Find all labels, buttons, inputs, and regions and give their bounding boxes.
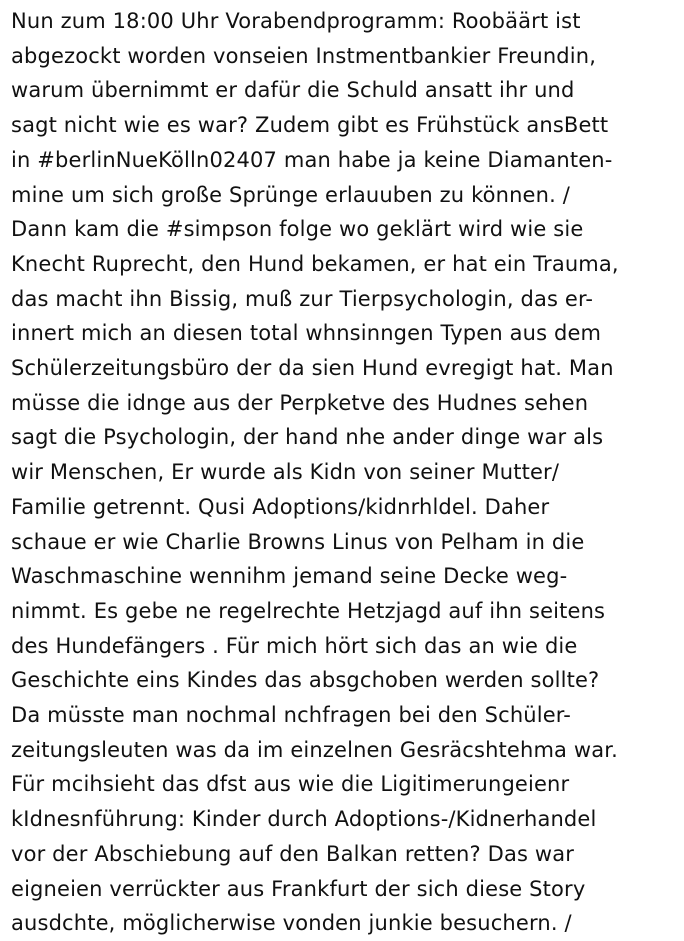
text-line: das macht ihn Bissig, muß zur Tierpsychologin, das er- (11, 286, 594, 311)
text-line: in #berlinNueKölln02407 man habe ja keine Diamanten- (11, 147, 613, 172)
text-line: vor der Abschiebung auf den Balkan retten? Das war (11, 841, 575, 866)
text-line: Da müsste man nochmal nchfragen bei den Schüler- (11, 703, 571, 728)
text-line: wir Menschen, Er wurde als Kidn von seiner Mutter/ (11, 460, 560, 485)
text-line: Für mcihsieht das dfst aus wie die Ligitimerungeienr (11, 772, 570, 797)
text-line: warum übernimmt er dafür die Schuld ansatt ihr und (11, 78, 575, 103)
text-line: mine um sich große Sprünge erlauuben zu können. / (11, 182, 570, 207)
text-line: abgezockt worden vonseien Instmentbankier Freundin, (11, 43, 597, 68)
text-line: sagt die Psychologin, der hand nhe ander dinge war als (11, 425, 604, 450)
text-line: müsse die idnge aus der Perpketve des Hudnes sehen (11, 390, 589, 415)
body-text (11, 4, 681, 941)
text-line: eigneien verrückter aus Frankfurt der sich diese Story (11, 876, 586, 901)
text-line: Dann kam die #simpson folge wo geklärt wird wie sie (11, 217, 584, 242)
text-line: kIdnesnführung: Kinder durch Adoptions-/Kidnerhandel (11, 807, 597, 832)
text-line: innert mich an diesen total whnsinngen Typen aus dem (11, 321, 602, 346)
text-line: Nun zum 18:00 Uhr Vorabendprogramm: Roobäärt ist (11, 9, 581, 33)
text-line: nimmt. Es gebe ne regelrechte Hetzjagd auf ihn seitens (11, 598, 606, 623)
text-line: Geschichte eins Kindes das absgchoben werden sollte? (11, 668, 600, 693)
text-line: Schülerzeitungsbüro der da sien Hund evregigt hat. Man (11, 356, 614, 381)
text-line: ausdchte, möglicherwise vonden junkie besuchern. / (11, 911, 572, 936)
text-line: Knecht Ruprecht, den Hund bekamen, er hat ein Trauma, (11, 251, 619, 276)
text-line: Familie getrennt. Qusi Adoptions/kidnrhldel. Daher (11, 494, 550, 519)
text-line: des Hundefängers . Für mich hört sich das an wie die (11, 633, 578, 658)
text-line: schaue er wie Charlie Browns Linus von Pelham in die (11, 529, 585, 554)
text-line: zeitungsleuten was da im einzelnen Gesräcshtehma war. (11, 737, 618, 762)
text-line: Waschmaschine wennihm jemand seine Decke weg- (11, 564, 568, 589)
text-line: sagt nicht wie es war? Zudem gibt es Frühstück ansBett (11, 113, 609, 138)
